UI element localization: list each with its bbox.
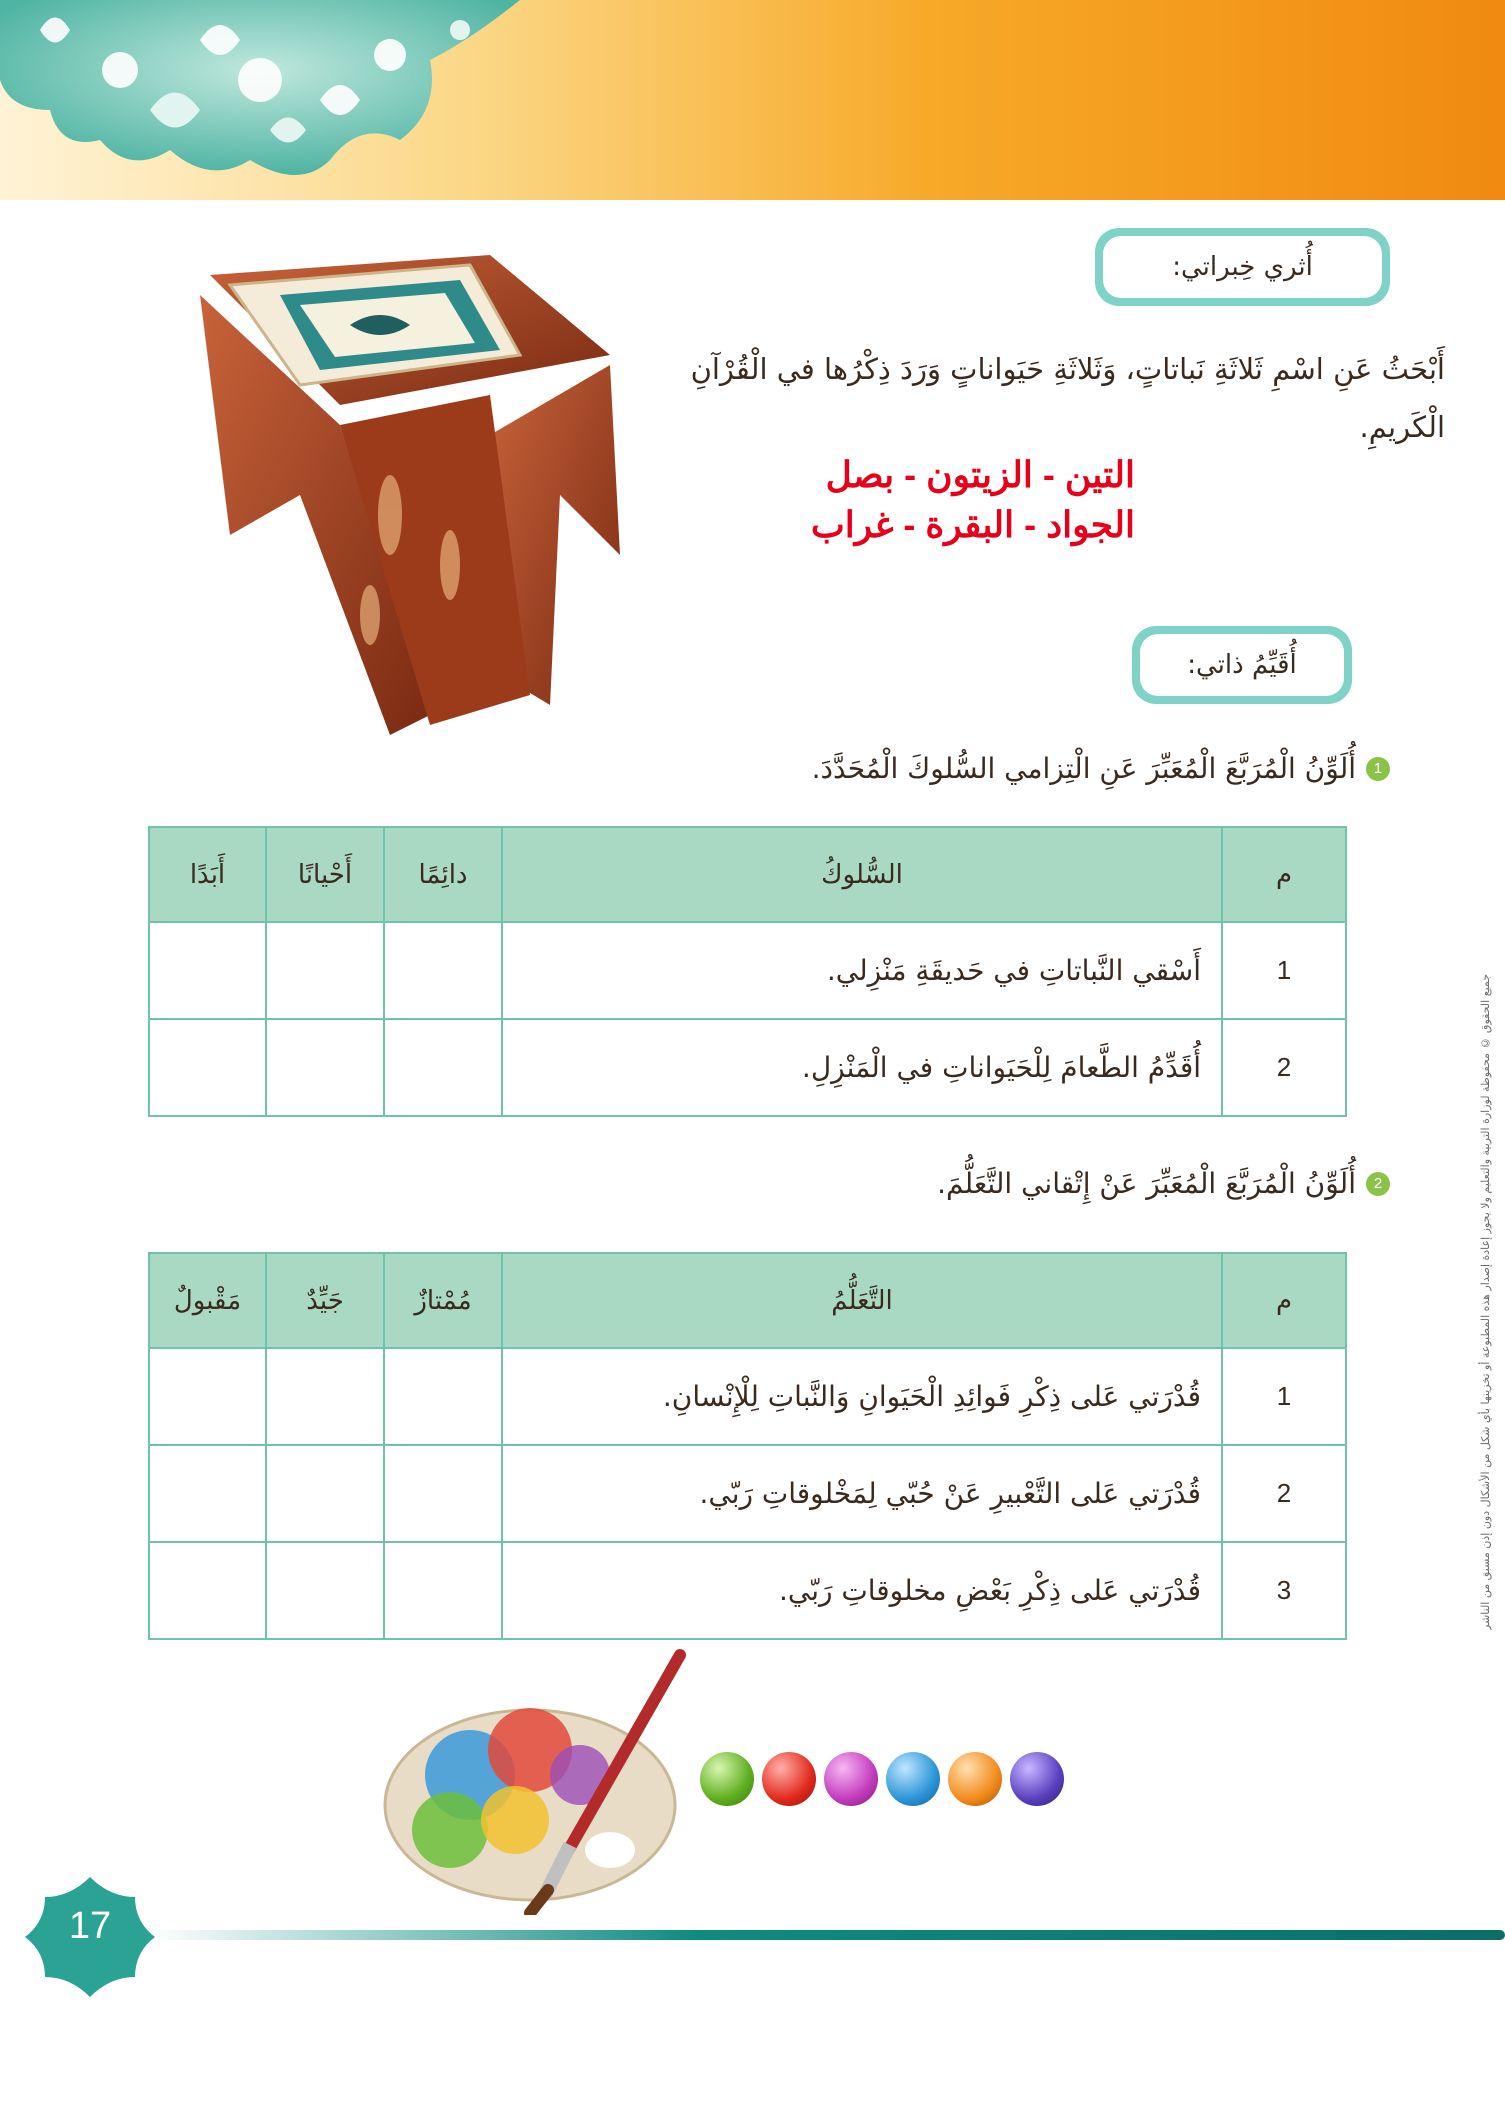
paint-palette-illustration — [380, 1645, 700, 1915]
table-header-row — [149, 827, 1346, 922]
header-behavior: السُّلوكُ — [502, 827, 1222, 922]
handwritten-answers — [575, 450, 1135, 550]
rating-cell-good[interactable] — [266, 1348, 384, 1445]
row-number: 1 — [1222, 1348, 1346, 1445]
row-text: قُدْرَتي عَلى التَّعْبيرِ عَنْ حُبّي لِمَخْلوقاتِ رَبّي. — [502, 1445, 1222, 1542]
rating-cell-never[interactable] — [149, 922, 266, 1019]
row-text: قُدْرَتي عَلى ذِكْرِ بَعْضِ مخلوقاتِ رَبّي. — [502, 1542, 1222, 1639]
header-excellent: مُمْتازٌ — [384, 1253, 502, 1348]
page-number: 17 — [68, 1905, 112, 1947]
learning-table — [148, 1252, 1347, 1640]
rating-cell-excellent[interactable] — [384, 1445, 502, 1542]
purple-dot-icon — [1010, 1752, 1064, 1806]
row-text: أُقَدِّمُ الطَّعامَ لِلْحَيَواناتِ في الْمَنْزِلِ. — [502, 1019, 1222, 1116]
rating-cell-always[interactable] — [384, 922, 502, 1019]
header-m: م — [1222, 827, 1346, 922]
table-row — [149, 1542, 1346, 1639]
table-row — [149, 1019, 1346, 1116]
row-text: قُدْرَتي عَلى ذِكْرِ فَوائِدِ الْحَيَوانِ وَالنَّباتِ لِلْإِنْسانِ. — [502, 1348, 1222, 1445]
rating-cell-acceptable[interactable] — [149, 1348, 266, 1445]
table-row — [149, 1348, 1346, 1445]
header-always: دائِمًا — [384, 827, 502, 922]
color-dots — [700, 1752, 1064, 1806]
row-number: 2 — [1222, 1445, 1346, 1542]
blue-dot-icon — [886, 1752, 940, 1806]
header-sometimes: أَحْيانًا — [266, 827, 384, 922]
answer-line-plants: التين - الزيتون - بصل — [825, 454, 1135, 495]
section-title-enrich: أُثري خِبراتي: — [1103, 236, 1382, 298]
orange-dot-icon — [948, 1752, 1002, 1806]
green-dot-icon — [700, 1752, 754, 1806]
side-copyright-text: جميع الحقوق © محفوظة لوزارة التربية والتعليم ولا يجوز إعادة إصدار هذه المطبوعة أو تخزينها بأي شكل من الأشكال دون إذن مسبق من الناشر — [1479, 973, 1492, 1630]
red-dot-icon — [762, 1752, 816, 1806]
footer-line — [150, 1930, 1505, 1940]
rating-cell-good[interactable] — [266, 1445, 384, 1542]
rating-cell-sometimes[interactable] — [266, 922, 384, 1019]
magenta-dot-icon — [824, 1752, 878, 1806]
header-good: جَيِّدٌ — [266, 1253, 384, 1348]
rating-cell-good[interactable] — [266, 1542, 384, 1639]
header-acceptable: مَقْبولٌ — [149, 1253, 266, 1348]
table-row — [149, 1445, 1346, 1542]
rating-cell-acceptable[interactable] — [149, 1542, 266, 1639]
answer-line-animals: الجواد - البقرة - غراب — [810, 504, 1135, 545]
row-number: 2 — [1222, 1019, 1346, 1116]
row-text: أَسْقي النَّباتاتِ في حَديقَةِ مَنْزِلي. — [502, 922, 1222, 1019]
rating-cell-never[interactable] — [149, 1019, 266, 1116]
rating-cell-excellent[interactable] — [384, 1542, 502, 1639]
instruction-number-badge: 2 — [1366, 1172, 1390, 1196]
instruction-number-badge: 1 — [1366, 757, 1390, 781]
section-title-self-assessment: أُقَيِّمُ ذاتي: — [1140, 634, 1344, 696]
section-tag-self-assessment — [1132, 626, 1352, 704]
header-m: م — [1222, 1253, 1346, 1348]
rating-cell-acceptable[interactable] — [149, 1445, 266, 1542]
behavior-table — [148, 826, 1347, 1117]
header-learning: التَّعَلُّمُ — [502, 1253, 1222, 1348]
instruction-text: أُلَوِّنُ الْمُرَبَّعَ الْمُعَبِّرَ عَنِ الْتِزامي السُّلوكَ الْمُحَدَّدَ. — [811, 752, 1356, 785]
quran-stand-illustration — [190, 235, 630, 755]
header-never: أَبَدًا — [149, 827, 266, 922]
rating-cell-excellent[interactable] — [384, 1348, 502, 1445]
rating-cell-always[interactable] — [384, 1019, 502, 1116]
section-tag-enrich — [1095, 228, 1390, 306]
instruction-1 — [812, 752, 1390, 785]
rating-cell-sometimes[interactable] — [266, 1019, 384, 1116]
row-number: 3 — [1222, 1542, 1346, 1639]
task-paragraph: أَبْحَثُ عَنِ اسْمِ ثَلاثَةِ نَباتاتٍ، وَثَلاثَةِ حَيَواناتٍ وَرَدَ ذِكْرُها في الْقُرْآنِ الْكَريمِ. — [690, 352, 1445, 444]
table-header-row — [149, 1253, 1346, 1348]
instruction-2 — [937, 1167, 1390, 1200]
table-row — [149, 922, 1346, 1019]
instruction-text: أُلَوِّنُ الْمُرَبَّعَ الْمُعَبِّرَ عَنْ إِتْقاني التَّعَلُّمَ. — [937, 1167, 1356, 1200]
row-number: 1 — [1222, 922, 1346, 1019]
arabesque-ornament-icon — [0, 0, 540, 200]
